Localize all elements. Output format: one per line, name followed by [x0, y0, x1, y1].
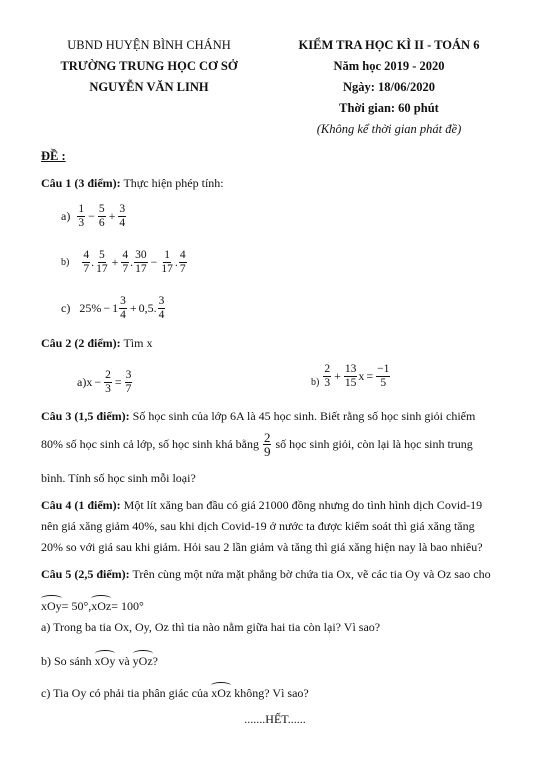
- angle-xoz: xOz: [211, 683, 231, 700]
- q1-text: Thực hiện phép tính:: [123, 176, 224, 190]
- header-left-line1: UBND HUYỆN BÌNH CHÁNH: [67, 38, 231, 52]
- exam-note: (Không kể thời gian phát đề): [316, 122, 462, 136]
- fraction: $\frac{2}{3}$: [105, 369, 111, 395]
- q1a-label: a): [61, 209, 71, 223]
- q2-heading: [41, 336, 152, 350]
- q2b-label: b): [311, 377, 320, 388]
- q5-title: Câu 5 (2,5 điểm):: [41, 567, 130, 581]
- exam-date: Ngày: 18/06/2020: [342, 80, 436, 94]
- q4-line2: nên giá xăng giảm 40%, sau khi dịch Covid-19 ở nước ta được kiểm soát thì giá xăng tăng: [41, 519, 475, 533]
- q2a-expression: a)x − $\frac{2}{3}$ = $\frac{3}{7}$: [77, 369, 132, 395]
- angle-yoz: yOz: [133, 651, 153, 668]
- fraction: $\frac{-1}{5}$: [377, 363, 390, 389]
- q3-title: Câu 3 (1,5 điểm):: [41, 409, 130, 423]
- fraction: $\frac{4}{7}$: [83, 249, 90, 275]
- exam-title: KIỂM TRA HỌC KÌ II - TOÁN 6: [298, 38, 480, 52]
- q4-line3: 20% so với giá sau khi giảm. Hỏi sau 2 lần giảm và tăng thì giá xăng hiện nay là bao nhiêu?: [41, 540, 483, 554]
- q5-line1: Câu 5 (2,5 điểm): Trên cùng một nửa mặt phẳng bờ chứa tia Ox, vẽ các tia Oy và Oz sao cho: [41, 567, 491, 581]
- q3-line3: bình. Tính số học sinh mỗi loại?: [41, 471, 196, 485]
- header-left-line2: TRƯỜNG TRUNG HỌC CƠ SỞ: [60, 59, 238, 73]
- fraction: $\frac{13}{15}$: [344, 363, 357, 389]
- angle-xoz: xOz: [91, 596, 111, 613]
- school-year: Năm học 2019 - 2020: [333, 59, 445, 73]
- fraction: $\frac{2}{3}$: [324, 363, 331, 389]
- header-left-line3: NGUYỄN VĂN LINH: [89, 80, 209, 94]
- q1-title: Câu 1 (3 điểm):: [41, 176, 121, 190]
- angle-xoy: xOy: [95, 651, 116, 668]
- q1a-expression: a) $\frac{1}{3}$ − $\frac{5}{6}$ + $\frac{3}{4}$: [61, 203, 126, 229]
- q2-text: Tìm x: [123, 336, 153, 350]
- fraction: $\frac{5}{6}$: [98, 203, 105, 229]
- exam-duration: Thời gian: 60 phút: [339, 101, 439, 115]
- q3-line2: 80% số học sinh cả lớp, số học sinh khá bằng $\frac{2}{9}$ số học sinh giỏi, còn lại là học sinh trung: [41, 430, 473, 459]
- fraction: $\frac{3}{7}$: [125, 369, 132, 395]
- fraction: $\frac{3}{4}$: [120, 295, 126, 321]
- end-marker: .......HẾT......: [244, 712, 306, 726]
- fraction: $\frac{4}{7}$: [122, 249, 129, 275]
- fraction: $\frac{5}{17}$: [96, 249, 108, 275]
- q2-title: Câu 2 (2 điểm):: [41, 336, 121, 350]
- q1-heading: [41, 176, 224, 190]
- fraction: $\frac{3}{4}$: [158, 295, 165, 321]
- fraction: $\frac{3}{4}$: [119, 203, 126, 229]
- q1b-expression: b) $\frac{4}{7}$ . $\frac{5}{17}$ + $\frac{4}{7}$ . $\frac{30}{17}$ − $\frac{1}{17}$ . $\frac{4}{7}$: [61, 249, 186, 275]
- q5-angles: xOy= 50°,xOz= 100°: [41, 596, 144, 613]
- q4-line1: Câu 4 (1 điểm): Một lít xăng ban đầu có giá 21000 đồng nhưng do tình hình dịch Covid-19: [41, 498, 483, 512]
- fraction: $\frac{1}{3}$: [78, 203, 85, 229]
- q3-line1: Câu 3 (1,5 điểm): Số học sinh của lớp 6A là 45 học sinh. Biết rằng số học sinh giỏi chiếm: [41, 409, 476, 423]
- q5a: a) Trong ba tia Ox, Oy, Oz thì tia nào nằm giữa hai tia còn lại? Vì sao?: [41, 620, 381, 634]
- q1c-label: c): [61, 301, 71, 315]
- fraction: $\frac{1}{17}$: [161, 249, 173, 275]
- q1c-expression: c) 25% − 1 $\frac{3}{4}$ + 0,5. $\frac{3}{4}$: [61, 295, 165, 321]
- fraction: $\frac{30}{17}$: [135, 249, 147, 275]
- fraction: $\frac{4}{7}$: [179, 249, 186, 275]
- q5b: b) So sánh xOy và yOz?: [41, 651, 158, 668]
- q2b-expression: b) $\frac{2}{3}$ + $\frac{13}{15}$ x = $\frac{-1}{5}$: [311, 363, 390, 389]
- q4-title: Câu 4 (1 điểm):: [41, 498, 121, 512]
- fraction: $\frac{2}{9}$: [263, 430, 271, 459]
- q1b-label: b): [61, 257, 70, 268]
- q5c: c) Tia Oy có phải tia phân giác của xOz không? Vì sao?: [41, 683, 309, 700]
- de-label: ĐỀ :: [41, 149, 66, 163]
- q2a-label: a)x: [77, 375, 93, 389]
- angle-xoy: xOy: [41, 596, 62, 613]
